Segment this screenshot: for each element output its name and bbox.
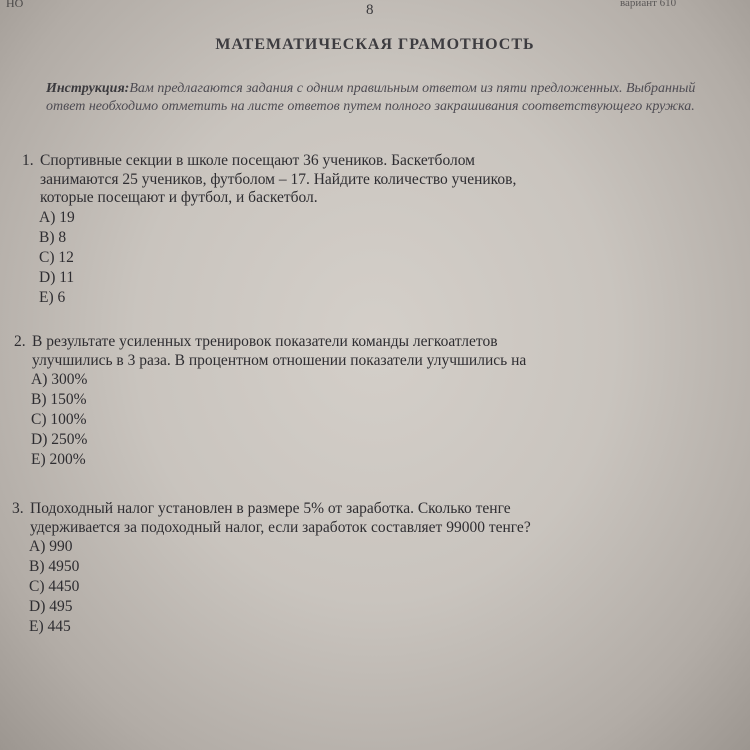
answer-option: E) 445	[29, 618, 71, 635]
question-line: Спортивные секции в школе посещают 36 учеников. Баскетболом	[40, 152, 475, 169]
page-title: МАТЕМАТИЧЕСКАЯ ГРАМОТНОСТЬ	[215, 36, 535, 53]
answer-option: C) 12	[39, 248, 74, 266]
answer-options	[12, 537, 742, 637]
answer-option: A) 19	[39, 208, 75, 226]
question-line: занимаются 25 учеников, футболом – 17. Найдите количество учеников,	[40, 170, 517, 188]
answer-option: B) 150%	[31, 391, 87, 408]
instruction-text: Вам предлагаются задания с одним правильным ответом из пяти предложенных. Выбранный ответ необходимо отметить на листе ответов путем полного закрашивания соответствующего кружка.	[46, 81, 696, 114]
question-line: Подоходный налог установлен в размере 5% от заработка. Сколько тенге	[30, 500, 511, 517]
answer-option: A) 990	[29, 538, 73, 555]
instruction-block	[46, 80, 736, 116]
variant-label: вариант 610	[620, 0, 677, 9]
question-number: 2.	[14, 333, 26, 350]
question-2	[14, 333, 734, 470]
answer-option: B) 4950	[29, 558, 80, 575]
answer-option: D) 11	[39, 268, 75, 286]
question-text	[14, 333, 734, 370]
answer-option: C) 4450	[29, 578, 80, 595]
answer-options	[22, 208, 722, 308]
answer-option: E) 6	[39, 288, 66, 306]
question-number: 1.	[22, 152, 34, 169]
answer-option: D) 495	[29, 598, 73, 615]
question-1	[22, 152, 722, 308]
question-text	[22, 152, 722, 208]
corner-code: НО	[6, 0, 24, 10]
question-text	[12, 500, 742, 537]
question-line: которые посещают и футбол, и баскетбол.	[40, 189, 318, 206]
question-line: улучшились в 3 раза. В процентном отношении показатели улучшились на	[32, 351, 527, 369]
page-number: 8	[366, 2, 374, 18]
answer-option: C) 100%	[31, 411, 87, 428]
instruction-label: Инструкция:	[46, 81, 130, 96]
question-3	[12, 500, 742, 637]
answer-option: D) 250%	[31, 431, 88, 448]
answer-option: A) 300%	[31, 371, 88, 388]
question-line: удерживается за подоходный налог, если заработок составляет 99000 тенге?	[30, 518, 531, 536]
answer-options	[14, 370, 734, 470]
question-number: 3.	[12, 500, 24, 517]
answer-option: B) 8	[39, 228, 67, 246]
question-line: В результате усиленных тренировок показатели команды легкоатлетов	[32, 333, 498, 350]
answer-option: E) 200%	[31, 451, 86, 468]
